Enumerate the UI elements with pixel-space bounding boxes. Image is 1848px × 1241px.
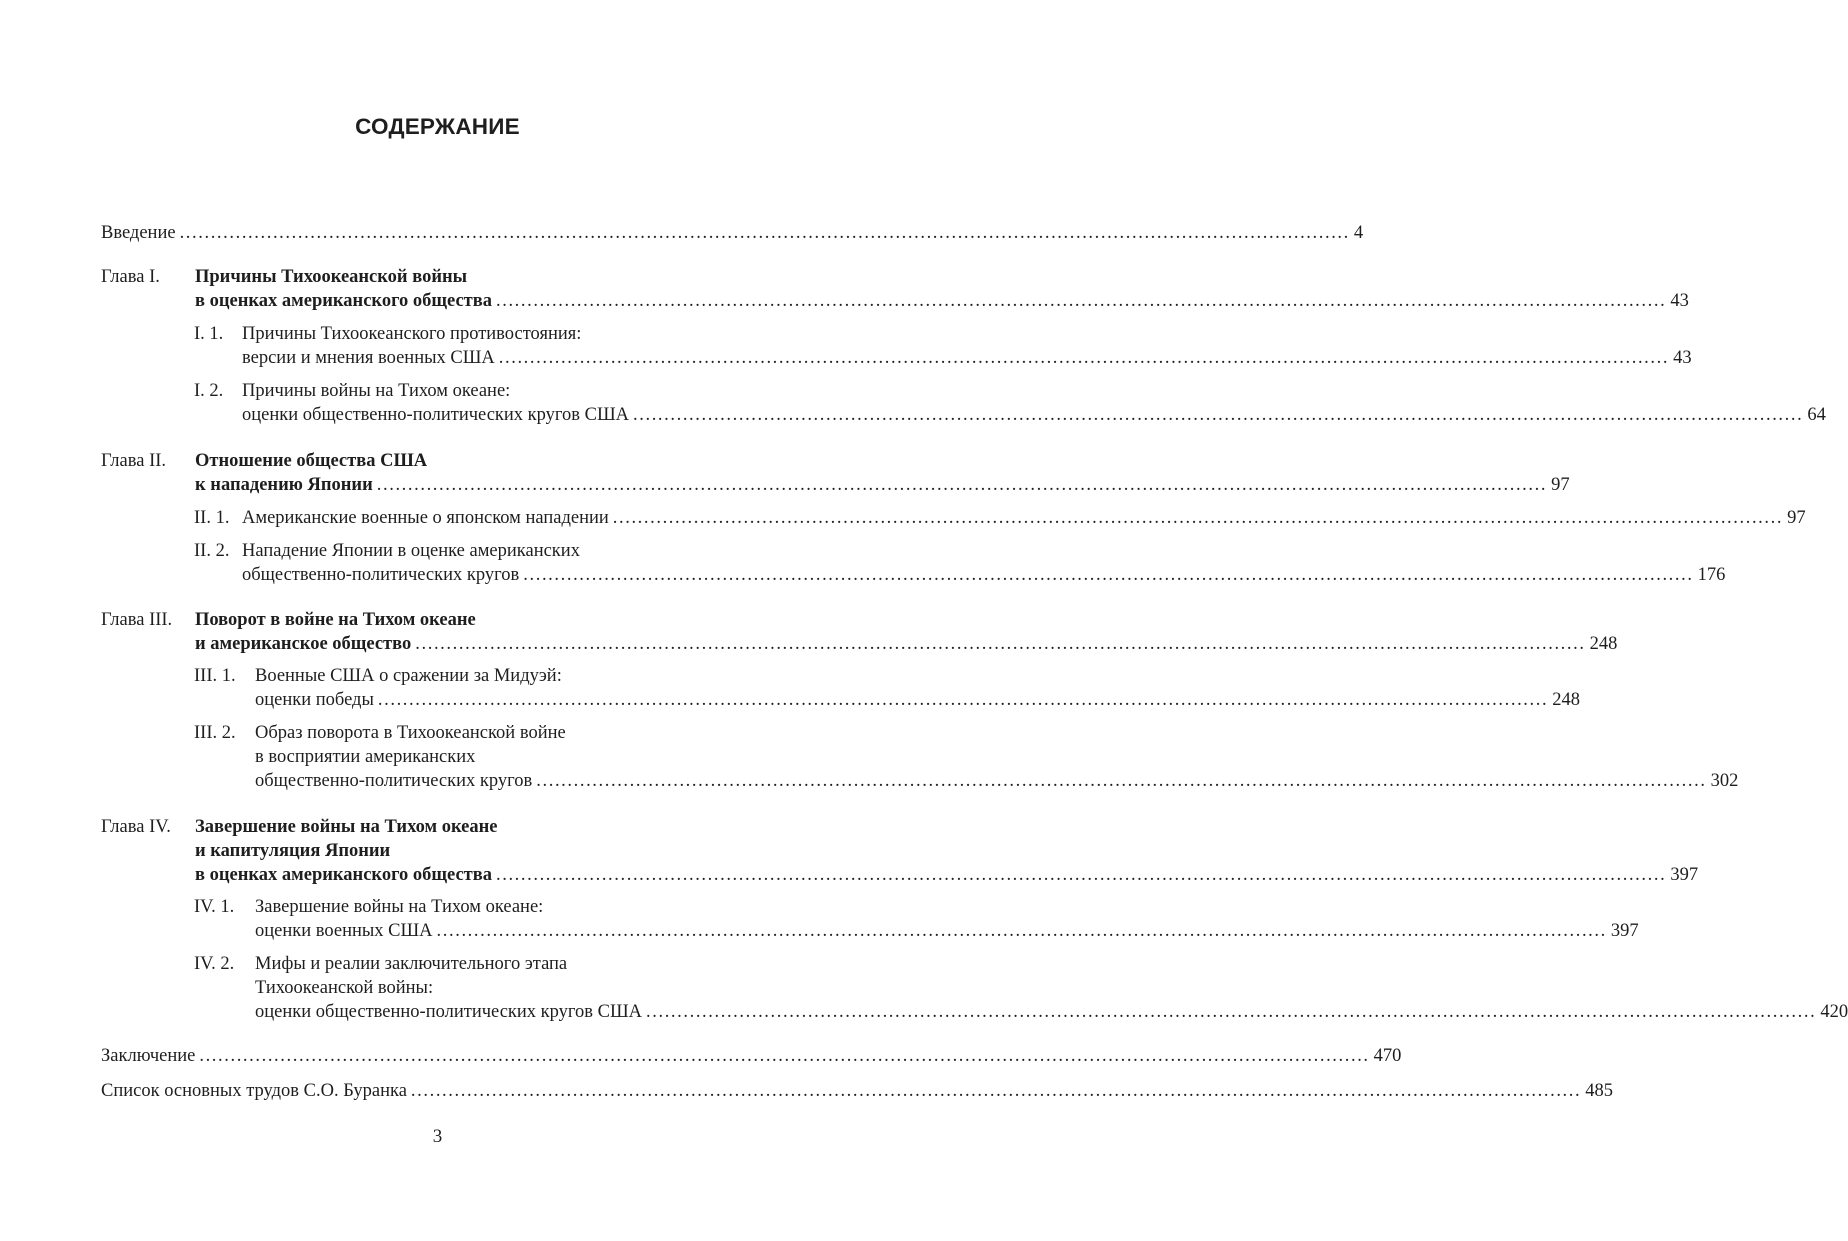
section-title-line: общественно-политических кругов: [242, 565, 520, 585]
section-number: IV. 1.: [194, 897, 235, 917]
dot-leader: ............................................................................................................................................................................................: [496, 291, 1667, 311]
chapter-title-line: Причины Тихоокеанской войны: [195, 267, 468, 287]
entry-label: Заключение: [101, 1046, 196, 1066]
section-title-line: Тихоокеанской войны:: [255, 978, 434, 998]
dot-leader: ............................................................................................................................................................................................: [410, 1081, 1582, 1101]
entry-page: 248: [1552, 690, 1580, 710]
entry-page: 43: [1673, 348, 1692, 368]
entry-page: 248: [1589, 634, 1618, 654]
dot-leader: ............................................................................................................................................................................................: [199, 1046, 1370, 1066]
chapter-label: Глава II.: [101, 451, 167, 471]
dot-leader: ............................................................................................................................................................................................: [498, 348, 1670, 368]
dot-leader: ............................................................................................................................................................................................: [376, 475, 1548, 495]
chapter-title-line: Завершение войны на Тихом океане: [195, 817, 498, 837]
section-title-line: Нападение Японии в оценке американских: [242, 541, 580, 561]
entry-page: 485: [1585, 1081, 1613, 1101]
dot-leader: ............................................................................................................................................................................................: [612, 508, 1784, 528]
dot-leader: ............................................................................................................................................................................................: [523, 565, 1694, 585]
entry-page: 97: [1551, 475, 1570, 495]
entry-page: 302: [1710, 771, 1739, 791]
chapter-title-line: к нападению Японии: [195, 475, 373, 495]
entry-page: 4: [1353, 223, 1364, 243]
section-number: II. 1.: [194, 508, 230, 528]
section-title-line: оценки общественно-политических кругов США: [255, 1002, 643, 1022]
section-number: I. 2.: [194, 381, 224, 401]
entry-page: 397: [1670, 865, 1699, 885]
dot-leader: ............................................................................................................................................................................................: [415, 634, 1586, 654]
dot-leader: ............................................................................................................................................................................................: [436, 921, 1607, 941]
chapter-title-line: и капитуляция Японии: [195, 841, 391, 861]
chapter-label: Глава III.: [101, 610, 173, 630]
section-title-line: Военные США о сражении за Мидуэй:: [255, 666, 562, 686]
section-title-line: оценки военных США: [255, 921, 433, 941]
section-title-line: Американские военные о японском нападении: [242, 508, 609, 528]
chapter-title-line: и американское общество: [195, 634, 412, 654]
section-title-line: Причины Тихоокеанского противостояния:: [242, 324, 582, 344]
entry-page: 176: [1697, 565, 1726, 585]
dot-leader: ............................................................................................................................................................................................: [646, 1002, 1817, 1022]
dot-leader: ............................................................................................................................................................................................: [377, 690, 1549, 710]
section-title-line: Мифы и реалии заключительного этапа: [255, 954, 568, 974]
section-number: I. 1.: [194, 324, 224, 344]
dot-leader: ............................................................................................................................................................................................: [536, 771, 1707, 791]
dot-leader: ............................................................................................................................................................................................: [179, 223, 1350, 243]
section-title-line: Причины войны на Тихом океане:: [242, 381, 511, 401]
section-number: II. 2.: [194, 541, 230, 561]
chapter-title-line: в оценках американского общества: [195, 291, 492, 311]
section-number: IV. 2.: [194, 954, 235, 974]
section-title-line: Завершение войны на Тихом океане:: [255, 897, 544, 917]
chapter-title-line: Поворот в войне на Тихом океане: [195, 610, 476, 630]
page-number: 3: [432, 1126, 443, 1147]
page-title: СОДЕРЖАНИЕ: [355, 114, 520, 139]
entry-label: Список основных трудов С.О. Буранка: [101, 1081, 407, 1101]
section-title-line: оценки общественно-политических кругов США: [242, 405, 630, 425]
entry-page: 97: [1787, 508, 1806, 528]
entry-label: Введение: [101, 223, 176, 243]
chapter-title-line: в оценках американского общества: [195, 865, 492, 885]
chapter-title-line: Отношение общества США: [195, 451, 428, 471]
entry-page: 470: [1373, 1046, 1402, 1066]
section-number: III. 1.: [194, 666, 236, 686]
entry-page: 420: [1820, 1002, 1848, 1022]
section-title-line: Образ поворота в Тихоокеанской войне: [255, 723, 566, 743]
entry-page: 64: [1807, 405, 1826, 425]
dot-leader: ............................................................................................................................................................................................: [633, 405, 1804, 425]
chapter-label: Глава I.: [101, 267, 160, 287]
entry-page: 397: [1610, 921, 1639, 941]
chapter-label: Глава IV.: [101, 817, 171, 837]
section-title-line: версии и мнения военных США: [242, 348, 495, 368]
entry-page: 43: [1670, 291, 1689, 311]
section-title-line: в восприятии американских: [255, 747, 476, 767]
dot-leader: ............................................................................................................................................................................................: [496, 865, 1667, 885]
section-number: III. 2.: [194, 723, 236, 743]
section-title-line: общественно-политических кругов: [255, 771, 533, 791]
section-title-line: оценки победы: [255, 690, 374, 710]
